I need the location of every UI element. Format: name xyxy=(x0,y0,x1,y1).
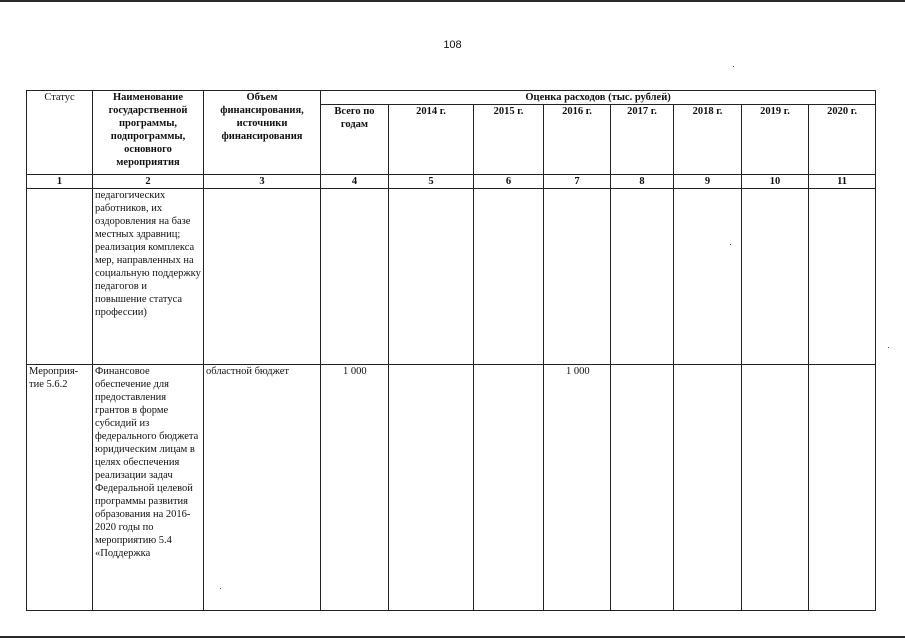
column-number: 6 xyxy=(474,175,544,189)
row-year-2020 xyxy=(809,189,876,365)
row-year-2019 xyxy=(742,189,809,365)
header-year-2017: 2017 г. xyxy=(611,105,674,175)
row-year-2019 xyxy=(742,365,809,611)
column-number-row xyxy=(27,175,876,189)
row-year-2018 xyxy=(674,189,742,365)
row-year-2016 xyxy=(544,189,611,365)
scan-bottom-edge xyxy=(0,636,905,638)
column-number: 3 xyxy=(204,175,321,189)
header-funding: Объем финансирования, источники финансирования xyxy=(204,91,321,175)
header-status: Статус xyxy=(27,91,93,175)
table-row xyxy=(27,365,876,611)
budget-table xyxy=(26,90,876,611)
row-status xyxy=(27,189,93,365)
header-name: Наименование государственной программы, подпрограммы, основного мероприятия xyxy=(93,91,204,175)
row-name: педагогических работников, их оздоровления на базе местных здравниц; реализация комплекса мер, направленных на социальную поддержку педагогов и повышение статуса профессии) xyxy=(93,189,204,365)
row-year-2014 xyxy=(389,365,474,611)
scan-speck xyxy=(888,347,889,348)
row-total xyxy=(321,189,389,365)
header-expenses-group: Оценка расходов (тыс. рублей) xyxy=(321,91,876,105)
column-number: 10 xyxy=(742,175,809,189)
header-year-2020: 2020 г. xyxy=(809,105,876,175)
header-year-2015: 2015 г. xyxy=(474,105,544,175)
header-year-2018: 2018 г. xyxy=(674,105,742,175)
row-year-2014 xyxy=(389,189,474,365)
column-number: 4 xyxy=(321,175,389,189)
scan-speck xyxy=(733,66,734,67)
row-year-2017 xyxy=(611,189,674,365)
row-status: Мероприя-тие 5.6.2 xyxy=(27,365,93,611)
column-number: 8 xyxy=(611,175,674,189)
row-year-2020 xyxy=(809,365,876,611)
column-number: 5 xyxy=(389,175,474,189)
row-year-2017 xyxy=(611,365,674,611)
header-year-2016: 2016 г. xyxy=(544,105,611,175)
scan-top-edge xyxy=(0,0,905,2)
column-number: 1 xyxy=(27,175,93,189)
row-year-2015 xyxy=(474,189,544,365)
column-number: 9 xyxy=(674,175,742,189)
row-year-2018 xyxy=(674,365,742,611)
page-number: 108 xyxy=(443,39,462,51)
row-funding xyxy=(204,189,321,365)
row-name: Финансовое обеспечение для предоставления грантов в форме субсидий из федерального бюджета юридическим лицам в целях обеспечения реализации задач Федеральной целевой программы развития образования на 2016-2020 годы по мероприятию 5.4 «Поддержка xyxy=(93,365,204,611)
row-total: 1 000 xyxy=(321,365,389,611)
header-year-2019: 2019 г. xyxy=(742,105,809,175)
row-funding: областной бюджет xyxy=(204,365,321,611)
header-year-2014: 2014 г. xyxy=(389,105,474,175)
row-year-2016: 1 000 xyxy=(544,365,611,611)
row-year-2015 xyxy=(474,365,544,611)
column-number: 2 xyxy=(93,175,204,189)
header-total: Всего по годам xyxy=(321,105,389,175)
table-row xyxy=(27,189,876,365)
column-number: 11 xyxy=(809,175,876,189)
column-number: 7 xyxy=(544,175,611,189)
